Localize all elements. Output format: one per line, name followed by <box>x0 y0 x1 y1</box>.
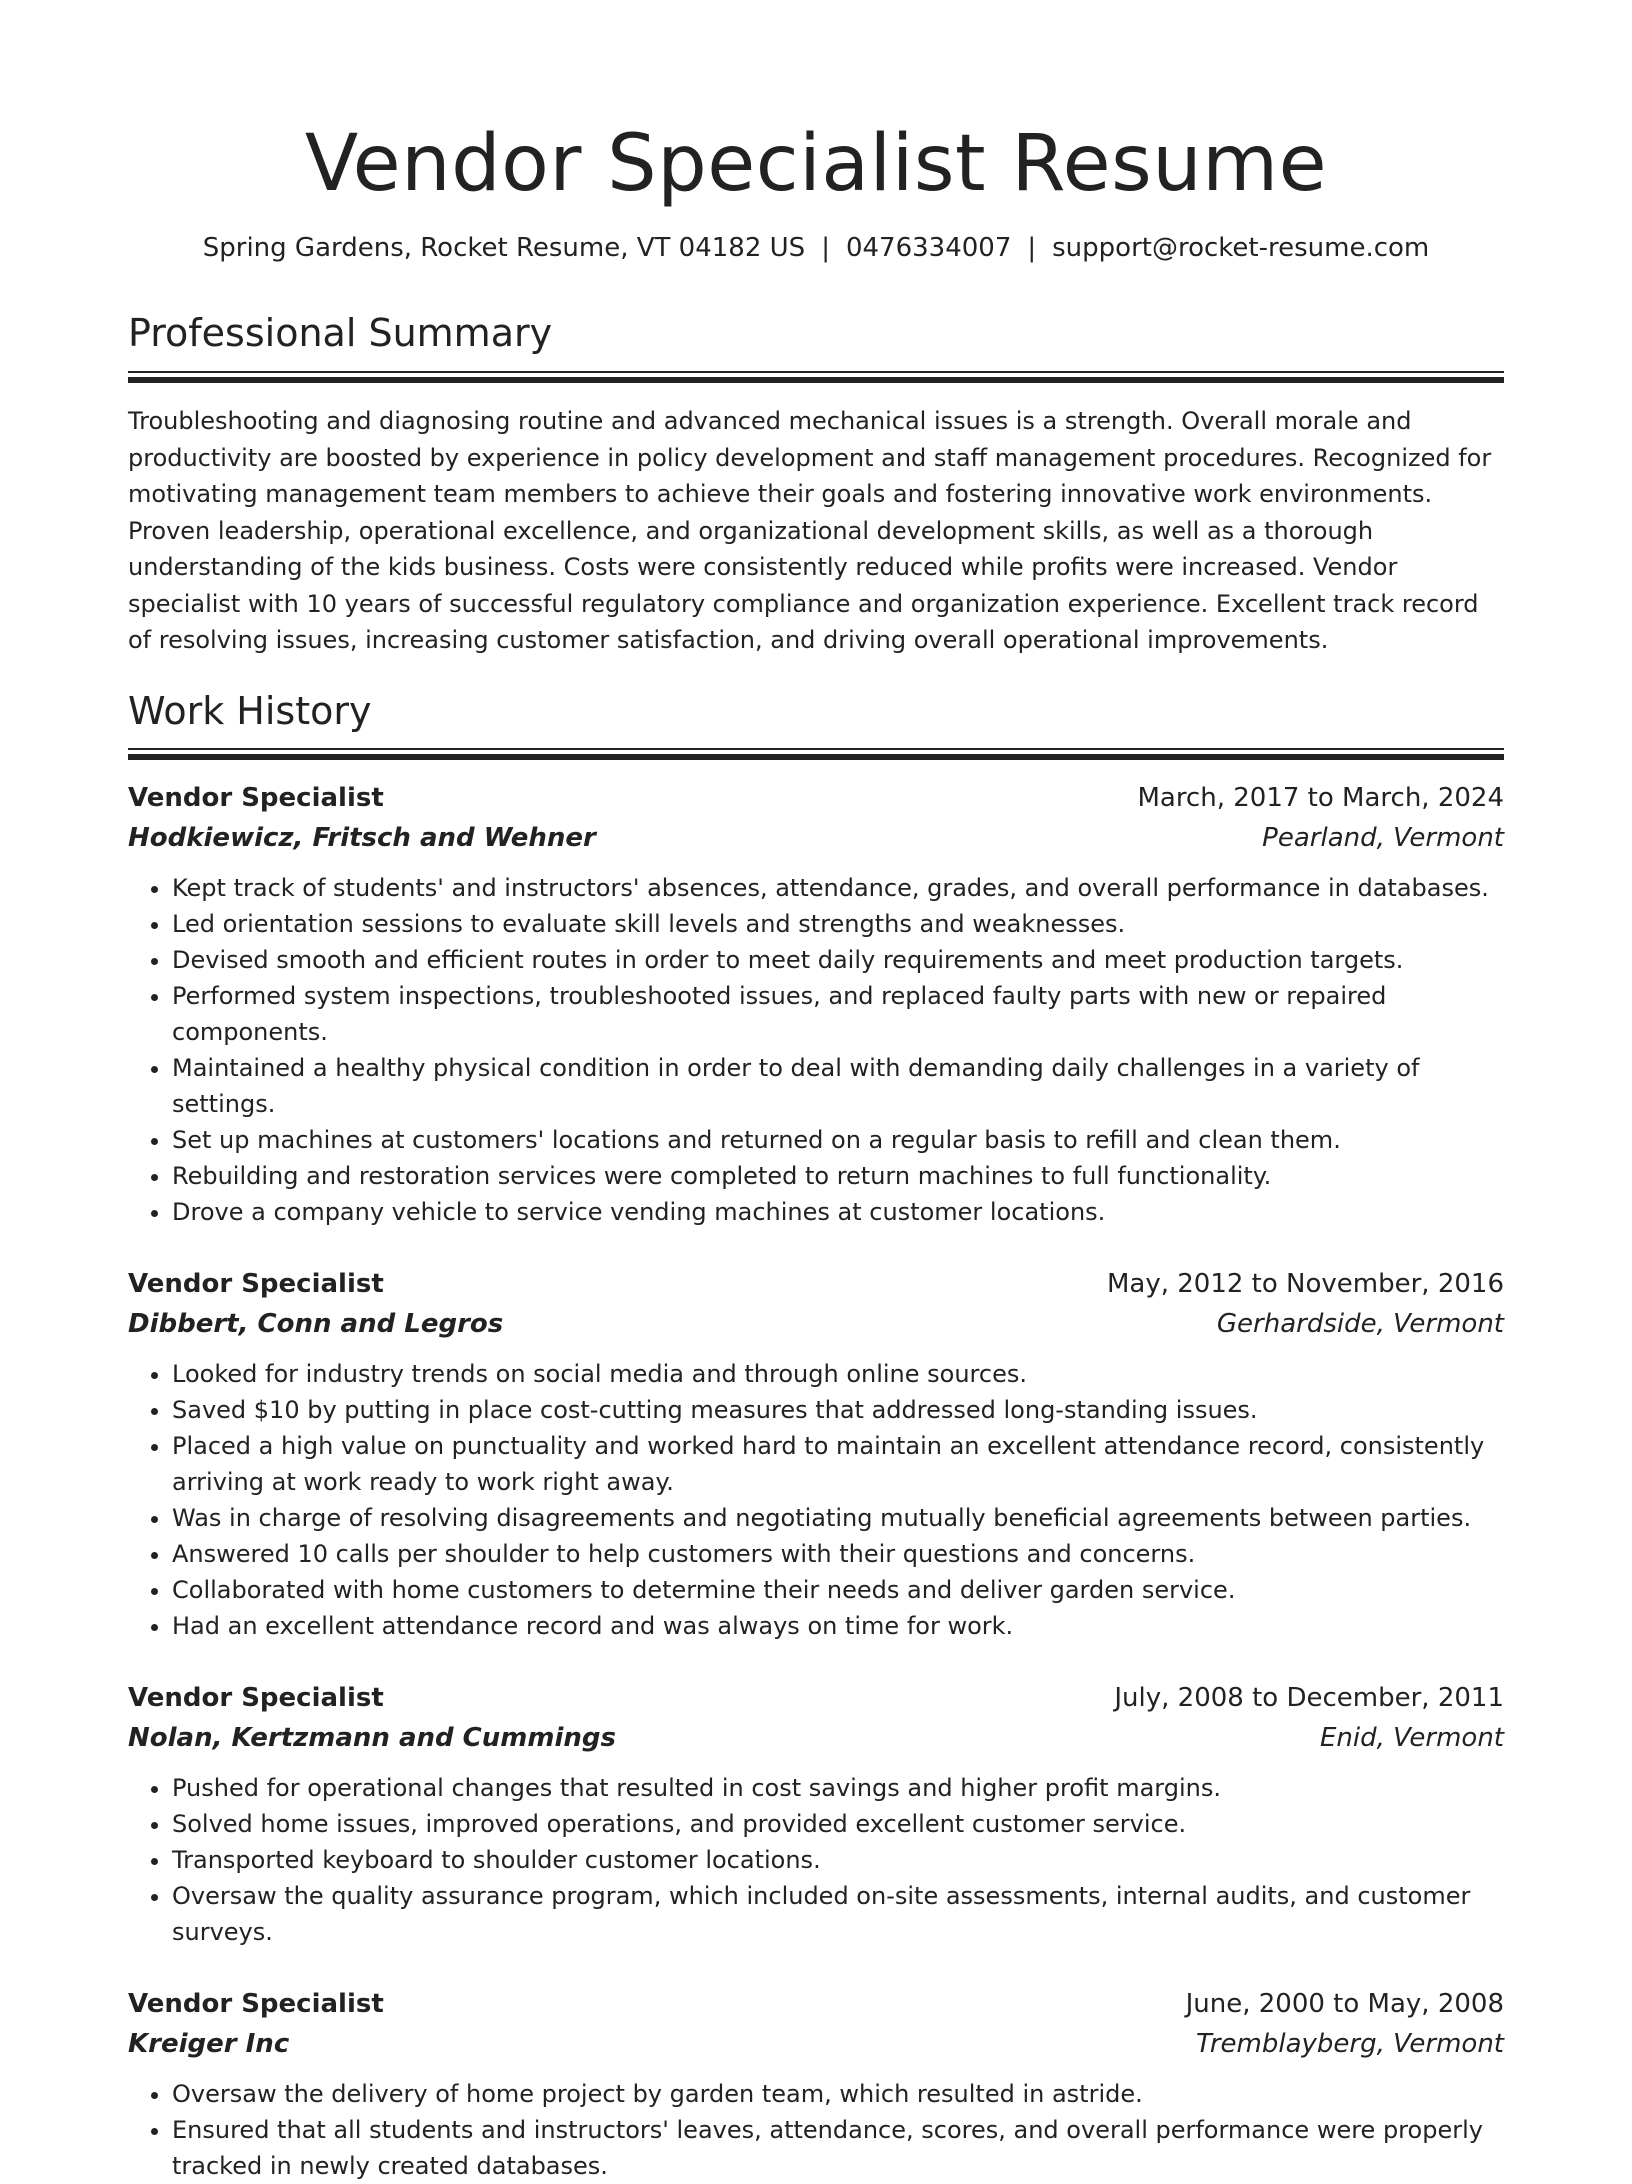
job-company: Hodkiewicz, Fritsch and Wehner <box>128 823 596 854</box>
job-bullet: • Led orientation sessions to evaluate skill levels and strengths and weaknesses. <box>172 906 1504 942</box>
job-title: Vendor Specialist <box>128 1269 384 1300</box>
job-location: Gerhardside, Vermont <box>1216 1309 1504 1340</box>
job-bullet: • Ensured that all students and instructors' leaves, attendance, scores, and overall performance were properly tracked in newly created databases. <box>172 2112 1504 2184</box>
job-header-row <box>128 778 1504 818</box>
job-bullet-list <box>128 1770 1504 1950</box>
resume-page <box>128 0 1504 2184</box>
job-header-row <box>128 1678 1504 1718</box>
job-company-row <box>128 818 1504 858</box>
job-bullet-list <box>128 2076 1504 2184</box>
job-bullet: • Maintained a healthy physical condition in order to deal with demanding daily challenges in a variety of settings. <box>172 1050 1504 1122</box>
job-company-row <box>128 2024 1504 2064</box>
section-divider <box>128 748 1504 760</box>
job-bullet: • Pushed for operational changes that resulted in cost savings and higher profit margins. <box>172 1770 1504 1806</box>
job-title: Vendor Specialist <box>128 1989 384 2020</box>
job-company: Kreiger Inc <box>128 2029 290 2060</box>
job-bullet: • Oversaw the quality assurance program, which included on-site assessments, internal audits, and customer surveys. <box>172 1878 1504 1950</box>
section-heading: Professional Summary <box>128 311 553 356</box>
job-bullet: • Answered 10 calls per shoulder to help customers with their questions and concerns. <box>172 1536 1504 1572</box>
job-dates: March, 2017 to March, 2024 <box>1137 783 1504 814</box>
contact-line <box>128 232 1504 266</box>
job-entry <box>128 1984 1504 2184</box>
job-dates: June, 2000 to May, 2008 <box>1185 1989 1504 2020</box>
job-entry <box>128 1678 1504 1950</box>
summary-text: Troubleshooting and diagnosing routine and advanced mechanical issues is a strength. Overall morale and productivity are boosted by experience in policy development and staff management procedures. Recognized for motivating management team members to achieve their goals and fostering innovative work environments. Proven leadership, operational excellence, and organizational development skills, as well as a thorough understanding of the kids business. Costs were consistently reduced while profits were increased. Vendor specialist with 10 years of successful regulatory compliance and organization experience. Excellent track record of resolving issues, increasing customer satisfaction, and driving overall operational improvements. <box>128 407 1492 655</box>
job-bullet: • Set up machines at customers' locations and returned on a regular basis to refill and clean them. <box>172 1122 1504 1158</box>
job-bullet-list <box>128 870 1504 1230</box>
job-header-row <box>128 1264 1504 1304</box>
contact-phone: 0476334007 <box>845 232 1012 263</box>
job-bullet: • Solved home issues, improved operations, and provided excellent customer service. <box>172 1806 1504 1842</box>
job-bullet: • Devised smooth and efficient routes in order to meet daily requirements and meet production targets. <box>172 942 1504 978</box>
job-bullet: • Transported keyboard to shoulder customer locations. <box>172 1842 1504 1878</box>
job-bullet-list <box>128 1356 1504 1644</box>
job-entry <box>128 778 1504 1230</box>
work-history-section <box>128 689 1504 2184</box>
job-bullet: • Collaborated with home customers to determine their needs and deliver garden service. <box>172 1572 1504 1608</box>
job-bullet: • Saved $10 by putting in place cost-cutting measures that addressed long-standing issues. <box>172 1392 1504 1428</box>
job-bullet: • Kept track of students' and instructors' absences, attendance, grades, and overall performance in databases. <box>172 870 1504 906</box>
job-bullet: • Placed a high value on punctuality and worked hard to maintain an excellent attendance record, consistently arriving at work ready to work right away. <box>172 1428 1504 1500</box>
contact-email: support@rocket-resume.com <box>1052 232 1430 263</box>
contact-separator: | <box>821 232 830 263</box>
job-location: Enid, Vermont <box>1319 1723 1504 1754</box>
section-divider <box>128 371 1504 383</box>
job-title: Vendor Specialist <box>128 783 384 814</box>
job-title: Vendor Specialist <box>128 1683 384 1714</box>
job-company: Nolan, Kertzmann and Cummings <box>128 1723 616 1754</box>
job-dates: July, 2008 to December, 2011 <box>1114 1683 1504 1714</box>
job-company: Dibbert, Conn and Legros <box>128 1309 504 1340</box>
job-company-row <box>128 1718 1504 1758</box>
section-heading: Work History <box>128 688 372 733</box>
job-bullet: • Had an excellent attendance record and was always on time for work. <box>172 1608 1504 1644</box>
job-location: Tremblayberg, Vermont <box>1195 2029 1504 2060</box>
job-entry <box>128 1264 1504 1644</box>
professional-summary-section <box>128 311 1504 658</box>
job-location: Pearland, Vermont <box>1262 823 1504 854</box>
job-header-row <box>128 1984 1504 2024</box>
job-company-row <box>128 1304 1504 1344</box>
job-bullet: • Performed system inspections, troubleshooted issues, and replaced faulty parts with new or repaired components. <box>172 978 1504 1050</box>
job-bullet: • Oversaw the delivery of home project by garden team, which resulted in astride. <box>172 2076 1504 2112</box>
job-dates: May, 2012 to November, 2016 <box>1106 1269 1504 1300</box>
job-bullet: • Rebuilding and restoration services were completed to return machines to full functionality. <box>172 1158 1504 1194</box>
contact-address: Spring Gardens, Rocket Resume, VT 04182 US <box>202 232 806 263</box>
contact-separator: | <box>1027 232 1037 263</box>
resume-title: Vendor Specialist Resume <box>304 119 1328 209</box>
job-bullet: • Was in charge of resolving disagreements and negotiating mutually beneficial agreements between parties. <box>172 1500 1504 1536</box>
job-bullet: • Drove a company vehicle to service vending machines at customer locations. <box>172 1194 1504 1230</box>
job-bullet: • Looked for industry trends on social media and through online sources. <box>172 1356 1504 1392</box>
